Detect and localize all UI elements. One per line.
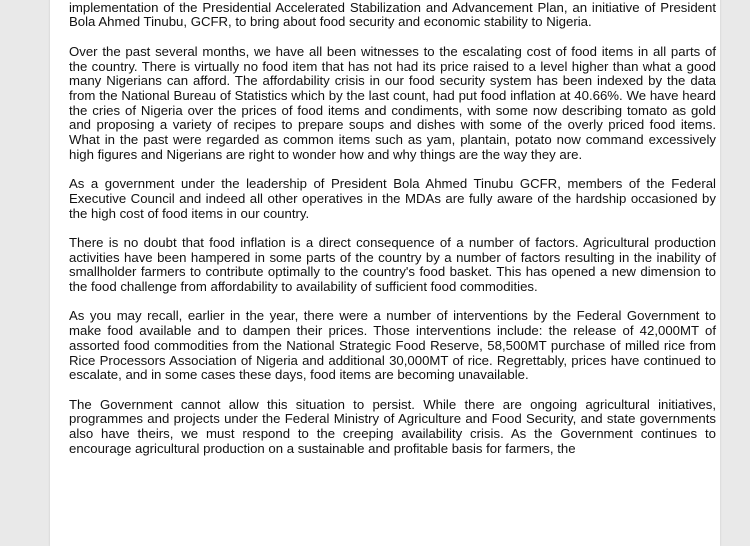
paragraph-past-interventions: As you may recall, earlier in the year, there were a number of interventions by the Federal Government to make food available and to dampen their prices. Those interventions include: the release of 42,000MT of assorted food commodities from the National Strategic Food Reserve, 58,500MT purchase of milled rice from Rice Processors Association of Nigeria and additional 30,000MT of rice. Regrettably, prices have continued to escalate, and in some cases these days, food items are becoming unavailable.: [69, 308, 716, 383]
document-page: [50, 0, 720, 546]
paragraph-government-response: The Government cannot allow this situation to persist. While there are ongoing agricultural initiatives, programmes and projects under the Federal Ministry of Agriculture and Food Security, and state governments also have theirs, we must respond to the creeping availability crisis. As the Government continues to encourage agricultural production on a sustainable and profitable basis for farmers, the: [69, 396, 716, 456]
paragraph-presidential-plan-intro: implementation of the Presidential Accelerated Stabilization and Advancement Plan, an initiative of President Bola Ahmed Tinubu, GCFR, to bring about food security and economic stability to Nigeria.: [69, 0, 716, 30]
paragraph-government-awareness: As a government under the leadership of President Bola Ahmed Tinubu GCFR, members of the Federal Executive Council and indeed all other operatives in the MDAs are fully aware of the hardship occasioned by the high cost of food items in our country.: [69, 176, 716, 221]
paragraph-food-cost-escalation: Over the past several months, we have all been witnesses to the escalating cost of food items in all parts of the country. There is virtually no food item that has not had its price raised to a level higher than what a good many Nigerians can afford. The affordability crisis in our food security system has been indexed by the data from the National Bureau of Statistics which by the last count, had put food inflation at 40.66%. We have heard the cries of Nigeria over the prices of food items and condiments, with some now describing tomato as gold and proposing a variety of recipes to prepare soups and dishes with some of the overly priced food items. What in the past were regarded as common items such as yam, plantain, potato now command excessively high figures and Nigerians are right to wonder how and why things are the way they are.: [69, 43, 716, 162]
document-body: [69, 0, 716, 471]
paragraph-inflation-factors: There is no doubt that food inflation is a direct consequence of a number of factors. Agricultural production activities have been hampered in some parts of the country by a number of factors resulting in the inability of smallholder farmers to contribute optimally to the country's food basket. This has opened a new dimension to the food challenge from affordability to availability of sufficient food commodities.: [69, 234, 716, 295]
